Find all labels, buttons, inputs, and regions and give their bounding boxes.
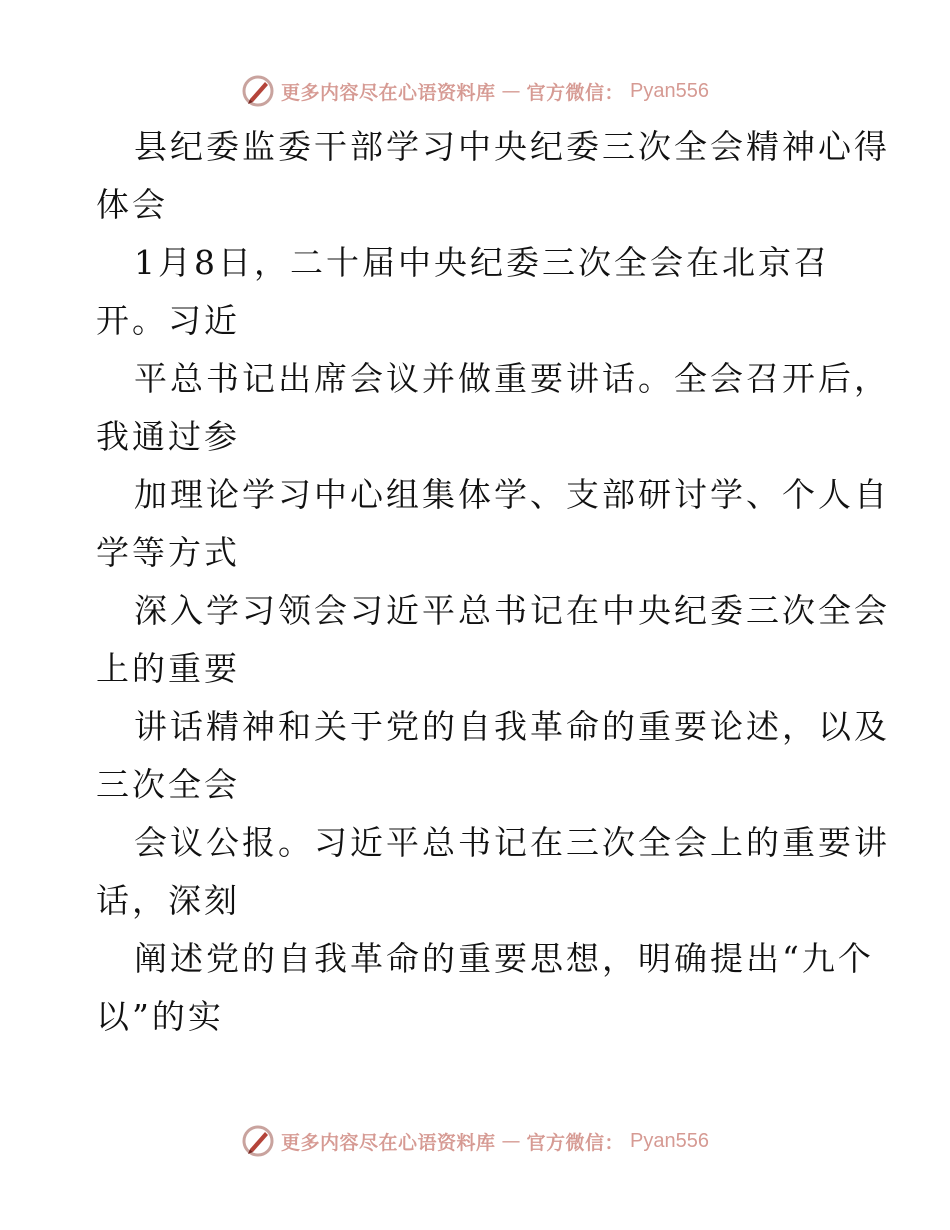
- text-line: 县纪委监委干部学习中央纪委三次全会精神心得: [134, 127, 890, 166]
- watermark-account-label: 官方微信：: [526, 81, 625, 104]
- pen-logo-icon: [241, 1124, 275, 1158]
- text-line: 讲话精神和关于党的自我革命的重要论述，以及: [134, 707, 890, 746]
- text-line: 阐述党的自我革命的重要思想，明确提出“九个: [134, 939, 874, 978]
- watermark-separator: —: [501, 80, 521, 102]
- text-line: 学等方式: [96, 533, 240, 572]
- text-line: 以”的实: [96, 997, 224, 1036]
- footer-watermark: [0, 1121, 950, 1161]
- text-line: 我通过参: [96, 417, 240, 456]
- watermark-text: 更多内容尽在心语资料库: [281, 81, 496, 104]
- text-line: 体会: [96, 185, 168, 224]
- watermark-separator: —: [501, 1130, 521, 1152]
- watermark-text: 更多内容尽在心语资料库: [281, 1131, 496, 1154]
- text-line: 三次全会: [96, 765, 240, 804]
- text-line: 上的重要: [96, 649, 240, 688]
- text-line: 开。习近: [96, 301, 240, 340]
- watermark-account: Pyan556: [630, 79, 709, 102]
- watermark-account-label: 官方微信：: [526, 1131, 625, 1154]
- text-line: 深入学习领会习近平总书记在中央纪委三次全会: [134, 591, 890, 630]
- text-line: 加理论学习中心组集体学、支部研讨学、个人自: [134, 475, 890, 514]
- document-body: [96, 118, 890, 1046]
- text-line: 会议公报。习近平总书记在三次全会上的重要讲: [134, 823, 890, 862]
- text-line: 1月8日，二十届中央纪委三次全会在北京召: [134, 243, 830, 282]
- watermark-account: Pyan556: [630, 1129, 709, 1152]
- text-line: 话，深刻: [96, 881, 240, 920]
- pen-logo-icon: [241, 74, 275, 108]
- header-watermark: [0, 71, 950, 111]
- text-line: 平总书记出席会议并做重要讲话。全会召开后，: [134, 359, 890, 398]
